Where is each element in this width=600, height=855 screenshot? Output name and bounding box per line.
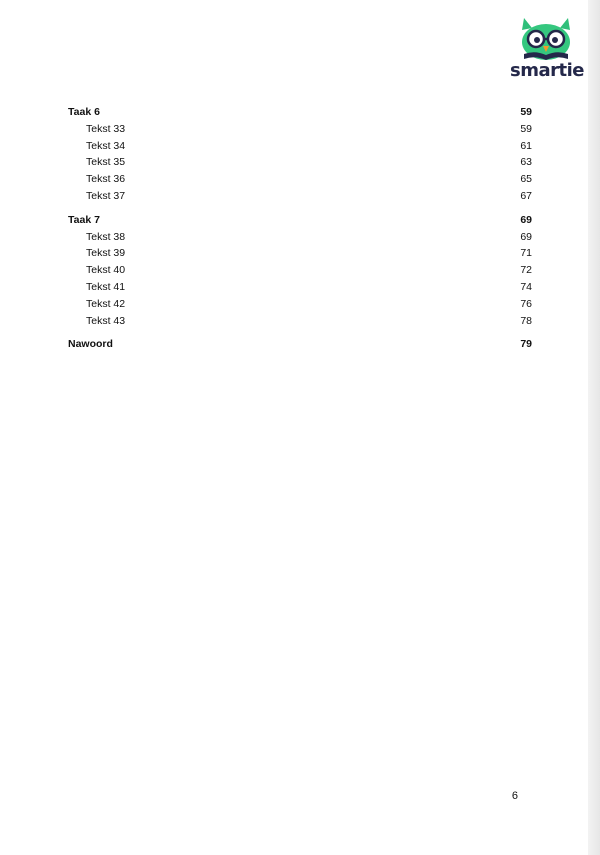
toc-item-page: 63 bbox=[520, 156, 532, 169]
toc-item[interactable] bbox=[68, 229, 532, 246]
page-edge bbox=[588, 0, 600, 855]
toc-item-page: 74 bbox=[520, 280, 532, 293]
toc-item-title: Tekst 38 bbox=[86, 230, 126, 243]
toc-item[interactable] bbox=[68, 154, 532, 171]
toc-item-title: Tekst 40 bbox=[86, 264, 126, 277]
toc-section-page: 79 bbox=[520, 338, 532, 351]
toc-item-title: Tekst 41 bbox=[86, 280, 126, 293]
toc-item[interactable] bbox=[68, 279, 532, 296]
toc-item-page: 59 bbox=[520, 122, 532, 135]
toc-item-title: Tekst 42 bbox=[86, 297, 126, 310]
toc-item[interactable] bbox=[68, 245, 532, 262]
toc-item[interactable] bbox=[68, 138, 532, 155]
toc-item-title: Tekst 39 bbox=[86, 247, 126, 260]
smartie-logo bbox=[510, 14, 582, 86]
toc-item[interactable] bbox=[68, 171, 532, 188]
toc-section-title: Taak 7 bbox=[68, 213, 100, 226]
table-of-contents bbox=[68, 104, 532, 353]
toc-section[interactable] bbox=[68, 212, 532, 229]
page-number: 6 bbox=[511, 790, 518, 802]
toc-item-title: Tekst 34 bbox=[86, 139, 126, 152]
toc-item-page: 76 bbox=[520, 297, 532, 310]
toc-section-title: Taak 6 bbox=[68, 106, 100, 118]
toc-item-page: 78 bbox=[520, 314, 532, 327]
toc-item-page: 71 bbox=[520, 247, 532, 260]
toc-item-title: Tekst 36 bbox=[86, 173, 126, 186]
owl-icon bbox=[510, 14, 582, 64]
toc-item-page: 65 bbox=[520, 173, 532, 186]
toc-item-title: Tekst 33 bbox=[86, 122, 126, 135]
toc-item-title: Tekst 35 bbox=[86, 156, 126, 169]
brand-name: smartie bbox=[510, 60, 584, 81]
toc-section[interactable] bbox=[68, 336, 532, 353]
toc-item[interactable] bbox=[68, 296, 532, 313]
toc-item-title: Tekst 43 bbox=[86, 314, 126, 327]
toc-item-page: 72 bbox=[520, 264, 532, 277]
toc-item-page: 61 bbox=[520, 139, 532, 152]
toc-item[interactable] bbox=[68, 121, 532, 138]
toc-item[interactable] bbox=[68, 262, 532, 279]
section-spacer bbox=[68, 329, 532, 336]
toc-item[interactable] bbox=[68, 313, 532, 330]
toc-section-page: 69 bbox=[520, 213, 532, 226]
toc-section-title: Nawoord bbox=[68, 338, 113, 351]
toc-section-page: 59 bbox=[520, 106, 532, 118]
toc-section[interactable] bbox=[68, 104, 532, 121]
toc-item-page: 67 bbox=[520, 189, 532, 202]
toc-item-title: Tekst 37 bbox=[86, 189, 126, 202]
toc-item[interactable] bbox=[68, 188, 532, 205]
section-spacer bbox=[68, 205, 532, 212]
toc-item-page: 69 bbox=[520, 230, 532, 243]
